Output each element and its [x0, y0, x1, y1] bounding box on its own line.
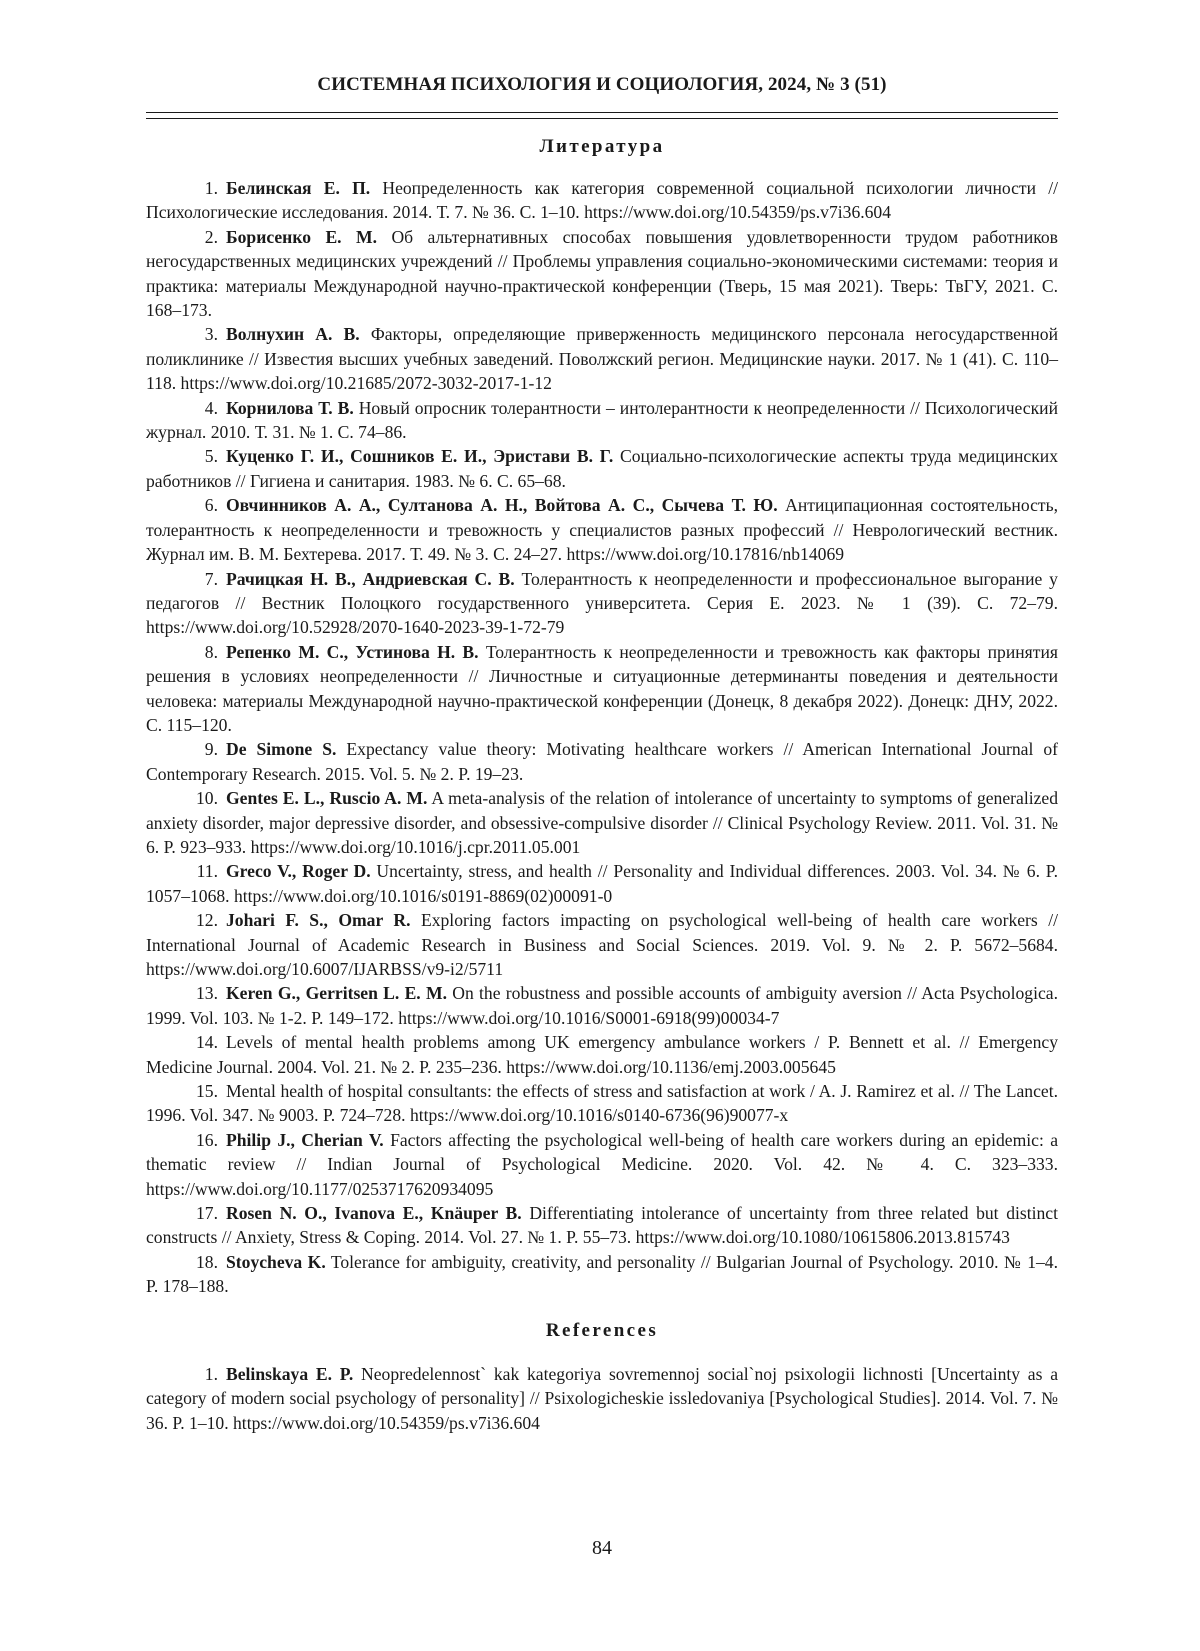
reference-number: 5.: [204, 446, 218, 467]
reference-text: On the robustness and possible accounts of ambiguity aversion // Acta Psychologica. 1999. Vol. 103. № 1-2. P. 149–172. https://www.doi.org/10.1016/S0001-6918(99)00034-7: [146, 983, 1058, 1028]
reference-number: 12.: [196, 910, 218, 931]
reference-number: 15.: [196, 1081, 218, 1102]
reference-authors: Rosen N. O., Ivanova E., Knäuper B.: [226, 1203, 522, 1224]
references-list: [146, 1362, 1058, 1435]
reference-entry: [146, 859, 1058, 908]
reference-number: 14.: [196, 1032, 218, 1053]
reference-entry: [146, 786, 1058, 859]
reference-authors: Johari F. S., Omar R.: [226, 910, 411, 931]
reference-number: 6.: [204, 495, 218, 516]
reference-number: 2.: [204, 226, 218, 247]
reference-number: 1.: [204, 178, 218, 198]
reference-text: Mental health of hospital consultants: the effects of stress and satisfaction at work / A. J. Ramirez et al. // The Lancet. 1996. Vol. 347. № 9003. P. 724–728. https://www.doi.org/10.1016/s0140-6736(96)90077-x: [146, 1081, 1058, 1126]
reference-text: Неопределенность как категория современной социальной психологии личности // Психологические исследования. 2014. Т. 7. № 36. С. 1–10. https://www.doi.org/10.54359/ps.v7i36.604: [146, 178, 1058, 223]
reference-number: 1.: [204, 1364, 218, 1384]
reference-authors: Greco V., Roger D.: [226, 861, 371, 882]
reference-authors: Овчинников А. А., Султанова А. Н., Войтова А. С., Сычева Т. Ю.: [226, 495, 778, 516]
reference-number: 13.: [196, 983, 218, 1004]
reference-number: 10.: [196, 788, 218, 809]
reference-entry: [146, 737, 1058, 786]
reference-authors: Рачицкая Н. В., Андриевская С. В.: [226, 568, 515, 589]
reference-text: Социально-психологические аспекты труда медицинских работников // Гигиена и санитария. 1983. № 6. С. 65–68.: [146, 446, 1058, 491]
reference-number: 3.: [204, 324, 218, 345]
reference-authors: Stoycheva K.: [226, 1251, 326, 1272]
reference-entry: [146, 567, 1058, 640]
reference-authors: Борисенко Е. М.: [226, 226, 378, 247]
reference-text: Новый опросник толерантности – интолерантности к неопределенности // Психологический журнал. 2010. Т. 31. № 1. С. 74–86.: [146, 397, 1058, 443]
reference-number: 7.: [204, 568, 218, 589]
reference-entry: [146, 1079, 1058, 1128]
reference-entry: [146, 225, 1058, 323]
reference-entry: [146, 176, 1058, 225]
reference-authors: Keren G., Gerritsen L. E. M.: [226, 983, 447, 1004]
reference-text: Differentiating intolerance of uncertainty from three related but distinct constructs // Anxiety, Stress & Coping. 2014. Vol. 27. № 1. P. 55–73. https://www.doi.org/10.1080/10615806.2013.815743: [146, 1203, 1058, 1248]
reference-text: Expectancy value theory: Motivating healthcare workers // American International Journal of Contemporary Research. 2015. Vol. 5. № 2. P. 19–23.: [146, 739, 1058, 784]
reference-text: Uncertainty, stress, and health // Personality and Individual differences. 2003. Vol. 34. № 6. P. 1057–1068. https://www.doi.org/10.1016/s0191-8869(02)00091-0: [146, 861, 1059, 906]
reference-text: Факторы, определяющие приверженность медицинского персонала негосударственной поликлинике // Известия высших учебных заведений. Поволжский регион. Медицинские науки. 2017. № 1 (41). С. 110–118. https://www.doi.org/10.21685/2072-3032-2017-1-12: [146, 324, 1058, 394]
reference-number: 16.: [196, 1129, 218, 1150]
literature-list: [146, 176, 1058, 1299]
reference-entry: [146, 640, 1058, 738]
reference-number: 17.: [196, 1203, 218, 1224]
reference-text: Exploring factors impacting on psychological well-being of health care workers // International Journal of Academic Research in Business and Social Sciences. 2019. Vol. 9. № 2. P. 5672–5684. https://www.doi.org/10.6007/IJARBSS/v9-i2/5711: [146, 910, 1058, 979]
reference-entry: [146, 396, 1058, 445]
header-rule-bottom: [146, 118, 1058, 119]
reference-entry: [146, 1201, 1058, 1250]
reference-authors: Куценко Г. И., Сошников Е. И., Эристави В. Г.: [226, 446, 614, 467]
reference-authors: Gentes E. L., Ruscio A. M.: [226, 788, 428, 809]
reference-authors: Белинская Е. П.: [226, 178, 371, 198]
reference-authors: Корнилова Т. В.: [226, 397, 354, 418]
journal-running-head: СИСТЕМНАЯ ПСИХОЛОГИЯ И СОЦИОЛОГИЯ, 2024, № 3 (51): [317, 74, 887, 95]
reference-text: A meta-analysis of the relation of intolerance of uncertainty to symptoms of generalized anxiety disorder, major depressive disorder, and obsessive-compulsive disorder // Clinical Psychology Review. 2011. Vol. 31. № 6. P. 923–933. https://www.doi.org/10.1016/j.cpr.2011.05.001: [146, 788, 1059, 857]
reference-text: Levels of mental health problems among UK emergency ambulance workers / P. Bennett et al. // Emergency Medicine Journal. 2004. Vol. 21. № 2. P. 235–236. https://www.doi.org/10.1136/emj.2003.005645: [146, 1032, 1058, 1077]
reference-entry: [146, 493, 1058, 566]
reference-text: Factors affecting the psychological well-being of health care workers during an epidemic: a thematic review // Indian Journal of Psychological Medicine. 2020. Vol. 42. № 4. C. 323–333. https://www.doi.org/10.1177/0253717620934095: [146, 1129, 1058, 1199]
reference-entry: [146, 444, 1058, 493]
reference-authors: De Simone S.: [226, 739, 337, 760]
reference-authors: Philip J., Cherian V.: [226, 1129, 384, 1150]
reference-entry: [146, 1250, 1058, 1299]
reference-text: Антиципационная состоятельность, толерантность к неопределенности и тревожность у специалистов разных профессий // Неврологический вестник. Журнал им. В. М. Бехтерева. 2017. Т. 49. № 3. С. 24–27. https://www.doi.org/10.17816/nb14069: [146, 495, 1059, 565]
header-rule-top: [146, 112, 1058, 113]
reference-entry: [146, 322, 1058, 395]
reference-entry: [146, 908, 1058, 981]
reference-number: 18.: [196, 1251, 218, 1272]
reference-entry: [146, 1128, 1058, 1201]
reference-number: 4.: [204, 397, 218, 418]
reference-number: 8.: [204, 641, 218, 662]
reference-text: Толерантность к неопределенности и тревожность как факторы принятия решения в условиях неопределенности // Личностные и ситуационные детерминанты поведения и деятельности человека: материалы Международной научно-практической конференции (Донецк, 8 декабря 2022). Донецк: ДНУ, 2022. С. 115–120.: [146, 641, 1058, 735]
literature-heading: Литература: [539, 136, 665, 157]
reference-text: Толерантность к неопределенности и профессиональное выгорание у педагогов // Вестник Полоцкого государственного университета. Серия Е. 2023. № 1 (39). С. 72–79. https://www.doi.org/10.52928/2070-1640-2023-39-1-72-79: [146, 568, 1058, 638]
reference-authors: Репенко М. С., Устинова Н. В.: [226, 641, 479, 662]
reference-authors: Волнухин А. В.: [226, 324, 360, 345]
reference-authors: Belinskaya E. P.: [226, 1364, 354, 1384]
reference-text: Tolerance for ambiguity, creativity, and personality // Bulgarian Journal of Psychology. 2010. № 1–4. P. 178–188.: [146, 1251, 1058, 1297]
reference-text: Neopredelennost` kak kategoriya sovremennoj social`noj psixologii lichnosti [Uncertainty as a category of modern social psychology of personality] // Psixologicheskie issledovaniya [Psychological Studies]. 2014. Vol. 7. № 36. P. 1–10. https://www.doi.org/10.54359/ps.v7i36.604: [146, 1364, 1059, 1433]
page-number: 84: [592, 1537, 612, 1559]
reference-number: 11.: [196, 861, 218, 882]
reference-text: Об альтернативных способах повышения удовлетворенности трудом работников негосударственных медицинских учреждений // Проблемы управления социально-экономическими системами: теория и практика: материалы Международной научно-практической конференции (Тверь, 15 мая 2021). Тверь: ТвГУ, 2021. С. 168–173.: [146, 226, 1058, 321]
references-heading: References: [545, 1320, 659, 1341]
reference-entry: [146, 1030, 1058, 1079]
reference-number: 9.: [204, 739, 218, 760]
reference-entry: [146, 1362, 1058, 1435]
reference-entry: [146, 981, 1058, 1030]
